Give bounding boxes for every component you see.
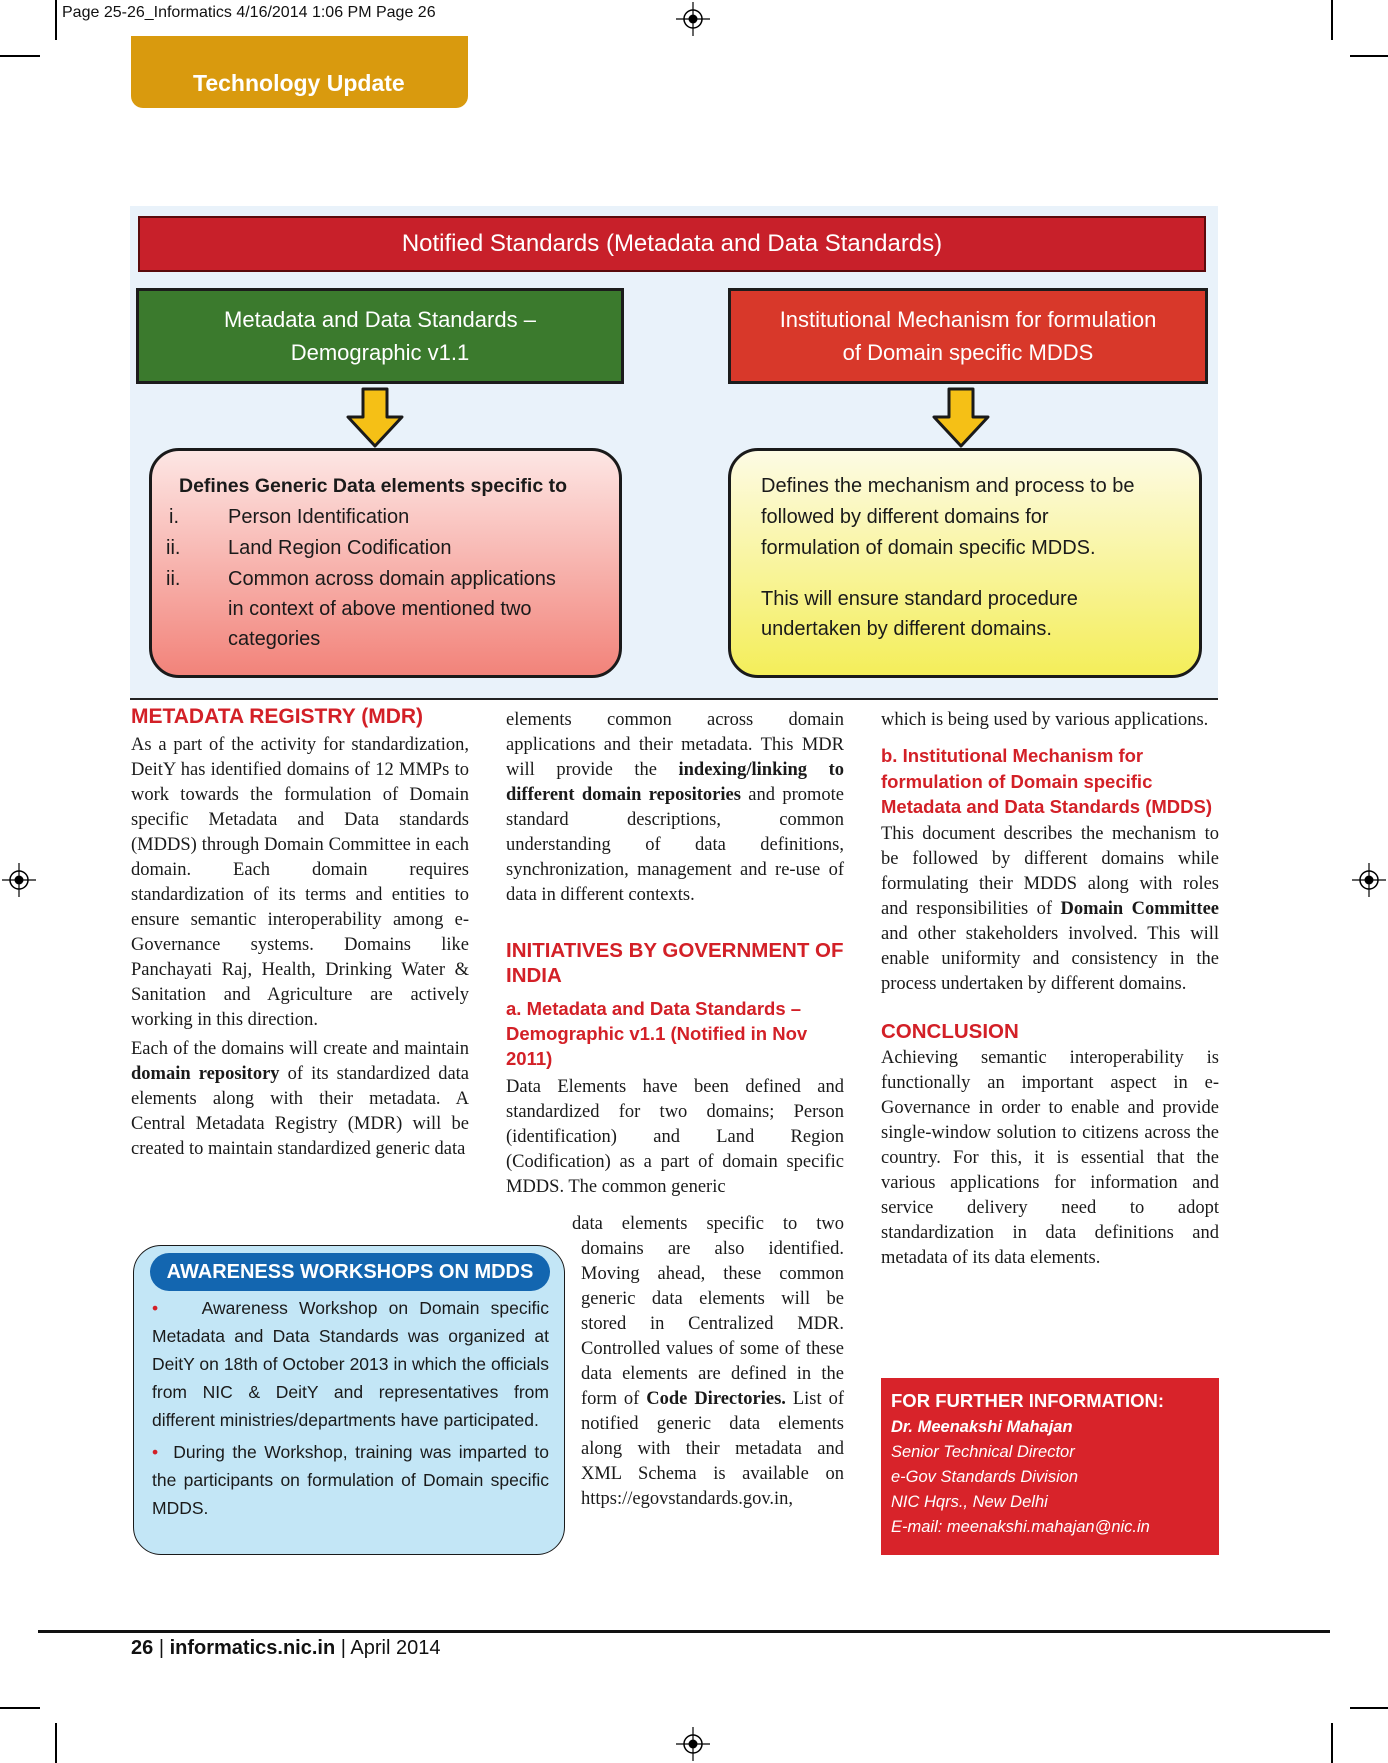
registration-mark-icon	[1352, 863, 1386, 897]
text-run: List of notified generic data elements along with their metadata and XML Schema is available on https://egovstandards.gov.in,	[581, 1389, 844, 1509]
registration-mark-icon	[676, 2, 710, 36]
page-footer	[131, 1637, 440, 1660]
article-column-3	[881, 708, 1219, 1271]
list-item	[152, 1294, 549, 1434]
text-run: Each of the domains will create and maintain	[131, 1039, 469, 1059]
figure-right-body-line: This will ensure standard procedure	[761, 588, 1078, 610]
contact-email: E-mail: meenakshi.mahajan@nic.in	[891, 1518, 1150, 1536]
list-item-text: During the Workshop, training was imparted to the participants on formulation of Domain specific MDDS.	[152, 1442, 549, 1518]
awareness-list	[152, 1294, 549, 1526]
figure-title: Notified Standards (Metadata and Data Standards)	[138, 216, 1206, 272]
text-run: This document describes the mechanism to be followed by different domains while formulating their MDDS along with roles and responsibilities of	[881, 823, 1219, 919]
figure-right-head-line: Institutional Mechanism for formulation	[779, 307, 1157, 332]
crop-mark	[0, 55, 40, 57]
down-arrow-icon	[345, 387, 405, 449]
section-tag-label: Technology Update	[193, 70, 405, 96]
bold-text: Domain Committee	[1060, 898, 1219, 919]
text-run: elements common across domain applications and their metadata. This MDR will provide the	[506, 710, 844, 780]
contact-name: Dr. Meenakshi Mahajan	[891, 1418, 1073, 1436]
paragraph	[881, 822, 1219, 997]
text-run: and other stakeholders involved. This will enable uniformity and consistency in the process undertaken by different domains.	[881, 923, 1219, 994]
figure-right-head	[728, 288, 1208, 384]
crop-mark	[55, 0, 57, 40]
paragraph: which is being used by various applications.	[881, 710, 1209, 730]
list-number: i.	[169, 506, 179, 528]
crop-mark	[55, 1723, 57, 1763]
list-item: Common across domain applications	[228, 568, 556, 590]
institutional-mechanism-subheading: b. Institutional Mechanism for formulation of Domain specific Metadata and Data Standards (MDDS)	[881, 745, 1212, 817]
figure-right-head-line: of Domain specific MDDS	[842, 340, 1094, 365]
list-item	[152, 1438, 549, 1522]
crop-mark	[1350, 1707, 1388, 1709]
footer-date: April 2014	[350, 1637, 441, 1659]
paragraph	[131, 1037, 469, 1162]
bold-text: domain repository	[131, 1064, 280, 1084]
article-column-2-lower	[572, 1212, 844, 1512]
mdr-heading: METADATA REGISTRY (MDR)	[131, 705, 424, 728]
crop-mark	[1331, 1723, 1333, 1763]
list-number: ii.	[166, 568, 181, 590]
figure-left-head-line: Demographic v1.1	[290, 340, 470, 365]
list-item: categories	[228, 628, 321, 650]
list-item: Person Identification	[228, 506, 410, 528]
bold-text: Code Directories.	[646, 1389, 786, 1409]
bold-text: indexing/linking to different domain repositories	[506, 760, 844, 805]
figure-rule	[130, 698, 1218, 700]
figure-right-body	[728, 448, 1202, 678]
figure-right-body-line: Defines the mechanism and process to be	[761, 475, 1135, 497]
registration-mark-icon	[676, 1727, 710, 1761]
section-tag	[131, 36, 468, 108]
conclusion-heading: CONCLUSION	[881, 1019, 1019, 1043]
further-info-box	[881, 1378, 1219, 1555]
footer-separator: |	[340, 1637, 346, 1659]
article-column-2	[506, 708, 844, 1200]
crop-mark	[1350, 55, 1388, 57]
list-item-text: Awareness Workshop on Domain specific Metadata and Data Standards was organized at DeitY on 18th of October 2013 in which the officials from NIC & DeitY and representatives from different ministries/departments have participated.	[152, 1298, 549, 1430]
figure-right-body-line: followed by different domains for	[761, 506, 1049, 528]
footer-site: informatics.nic.in	[169, 1637, 336, 1659]
article-column-1	[131, 733, 469, 1162]
paragraph	[572, 1212, 844, 1512]
contact-line: Senior Technical Director	[891, 1443, 1075, 1461]
bullet-icon: •	[152, 1298, 159, 1318]
text-run: and promote standard descriptions, common understanding of data definitions, synchronization, management and re-use of data in different contexts.	[506, 785, 844, 905]
contact-line: NIC Hqrs., New Delhi	[891, 1493, 1048, 1511]
list-item: Land Region Codification	[228, 537, 452, 559]
figure-right-body-line: undertaken by different domains.	[761, 618, 1052, 640]
page-number: 26	[131, 1637, 154, 1659]
bullet-icon: •	[152, 1442, 159, 1462]
awareness-title: AWARENESS WORKSHOPS ON MDDS	[150, 1253, 550, 1291]
initiatives-heading: INITIATIVES BY GOVERNMENT OF INDIA	[506, 939, 844, 987]
paragraph: Data Elements have been defined and standardized for two domains; Person (identification) and Land Region (Codification) as a part of domain specific MDDS. The common generic	[506, 1077, 844, 1197]
text-run: of its standardized data elements along with their metadata. A Central Metadata Registry (MDR) will be created to maintain standardized generic data	[131, 1064, 470, 1159]
contact-line: e-Gov Standards Division	[891, 1468, 1079, 1486]
text-run: data elements specific to two domains are also identified. Moving ahead, these common generic data elements will be stored in Centralized MDR. Controlled values of some of these data elements are defined in the form of	[572, 1214, 844, 1409]
print-slug: Page 25-26_Informatics 4/16/2014 1:06 PM Page 26	[62, 4, 436, 21]
paragraph	[506, 708, 844, 908]
down-arrow-icon	[931, 387, 991, 449]
list-number: ii.	[166, 537, 181, 559]
figure-left-head	[136, 288, 624, 384]
registration-mark-icon	[2, 863, 36, 897]
crop-mark	[1331, 0, 1333, 40]
list-item: in context of above mentioned two	[228, 598, 532, 620]
figure-left-body	[149, 448, 622, 678]
metadata-demographic-subheading: a. Metadata and Data Standards – Demographic v1.1 (Notified in Nov 2011)	[506, 998, 808, 1069]
figure-left-body-heading: Defines Generic Data elements specific to	[179, 475, 567, 497]
footer-rule	[38, 1630, 1330, 1633]
footer-separator: |	[158, 1637, 165, 1659]
crop-mark	[0, 1707, 40, 1709]
paragraph: Achieving semantic interoperability is functionally an important aspect in e-Governance in order to enable and provide single-window solution to citizens across the country. For this, it is essential that the various applications for information and service delivery need to adopt standardization in data definitions and metadata of its data elements.	[881, 1047, 1219, 1268]
paragraph: As a part of the activity for standardization, DeitY has identified domains of 12 MMPs to work towards the formulation of Domain specific Metadata and Data standards (MDDS) through Domain Committee in each domain. Each domain requires standardization of its terms and entities to ensure semantic interoperability among e-Governance systems. Domains like Panchayati Raj, Health, Drinking Water & Sanitation and Agriculture are actively working in this direction.	[131, 735, 469, 1030]
figure-right-body-line: formulation of domain specific MDDS.	[761, 537, 1096, 559]
figure-left-head-line: Metadata and Data Standards –	[224, 307, 536, 332]
further-info-title: FOR FURTHER INFORMATION:	[891, 1390, 1165, 1411]
